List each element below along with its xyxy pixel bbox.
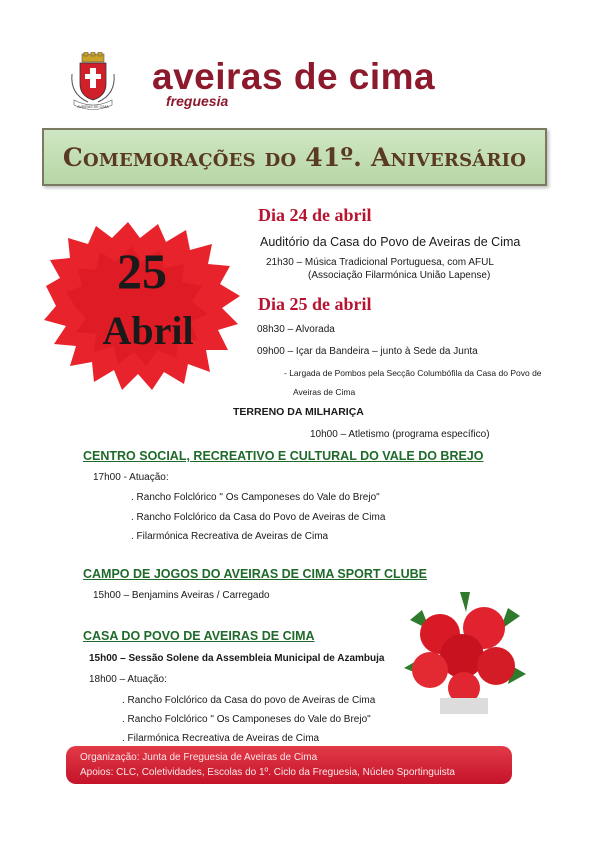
day2-title: Dia 25 de abril — [258, 294, 372, 314]
day2-event-2: 09h00 – Içar da Bandeira – junto à Sede da Junta — [257, 346, 478, 357]
terreno-event: 10h00 – Atletismo (programa específico) — [310, 429, 490, 440]
banner-title: Comemorações do 41º. Aniversário — [62, 142, 527, 172]
section3-item-2: . Rancho Folclórico " Os Camponeses do Vale do Brejo" — [122, 714, 371, 725]
section-casa-do-povo-title: CASA DO POVO DE AVEIRAS DE CIMA — [83, 629, 315, 643]
day1-title: Dia 24 de abril — [258, 205, 372, 225]
day1-event-1: 21h30 – Música Tradicional Portuguesa, com AFUL — [266, 257, 494, 268]
section-campo-de-jogos-title: CAMPO DE JOGOS DO AVEIRAS DE CIMA SPORT CLUBE — [83, 567, 428, 581]
footer-organizacao: Organização: Junta de Freguesia de Aveiras de Cima — [80, 752, 318, 763]
day2-event-4: Aveiras de Cima — [293, 387, 356, 397]
carnation-icon — [36, 216, 248, 396]
day1-event-2: (Associação Filarmónica União Lapense) — [308, 270, 491, 281]
section3-item-3: . Filarmónica Recreativa de Aveiras de Cima — [122, 733, 320, 744]
brand-subtitle: freguesia — [166, 93, 229, 109]
section3-time: 18h00 – Atuação: — [89, 674, 167, 685]
section1-item-3: . Filarmónica Recreativa de Aveiras de Cima — [131, 531, 329, 542]
footer-apoios: Apoios: CLC, Coletividades, Escolas do 1º. Ciclo da Freguesia, Núcleo Sportinguista — [80, 767, 455, 778]
crest-caption: AVEIRAS DE CIMA — [77, 105, 109, 109]
brand-title: aveiras de cima — [152, 56, 436, 97]
section3-highlight: 15h00 – Sessão Solene da Assembleia Municipal de Azambuja — [89, 653, 385, 664]
carnation-month: Abril — [102, 308, 194, 353]
section1-item-2: . Rancho Folclórico da Casa do Povo de Aveiras de Cima — [131, 512, 386, 523]
section1-item-1: . Rancho Folclórico " Os Camponeses do Vale do Brejo" — [131, 492, 380, 503]
section2-time: 15h00 – Benjamins Aveiras / Carregado — [93, 590, 270, 601]
carnation-number: 25 — [117, 243, 167, 299]
section-vale-do-brejo-title: CENTRO SOCIAL, RECREATIVO E CULTURAL DO VALE DO BREJO — [83, 449, 484, 463]
day1-venue: Auditório da Casa do Povo de Aveiras de Cima — [260, 235, 521, 249]
section1-time: 17h00 - Atuação: — [93, 472, 169, 483]
coat-of-arms-icon — [68, 52, 118, 114]
day2-event-1: 08h30 – Alvorada — [257, 324, 335, 335]
footer-banner — [66, 746, 512, 784]
day2-event-3: - Largada de Pombos pela Secção Columbófila da Casa do Povo de — [284, 368, 542, 378]
terreno-title: TERRENO DA MILHARIÇA — [233, 406, 364, 418]
section3-item-1: . Rancho Folclórico da Casa do povo de Aveiras de Cima — [122, 695, 376, 706]
carnations-bouquet-icon — [400, 590, 530, 715]
title-banner — [42, 128, 547, 186]
